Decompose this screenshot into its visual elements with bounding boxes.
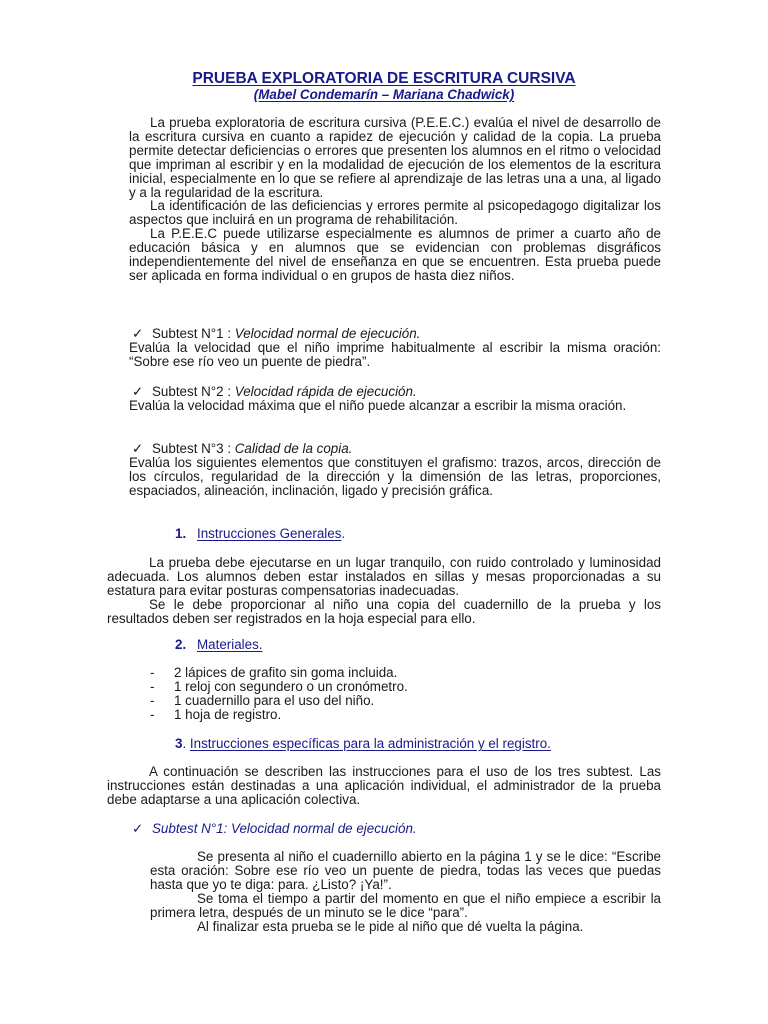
subtest-label: Subtest N°2 : xyxy=(152,384,235,399)
intro-paragraph-1: La prueba exploratoria de escritura cursiva (P.E.E.C.) evalúa el nivel de desarrollo de la escritura cursiva en cuanto a rapidez de ejecución y calidad de la copia. La prueba permite detectar deficiencias o errores que presenten los alumnos en el ritmo o velocidad que impriman al escribir y en la modalidad de ejecución de los elementos de la escritura inicial, especialmente en lo que se refiere al aprendizaje de las letras una a una, al ligado y a la regularidad de la escritura. xyxy=(129,115,661,200)
section-3-body xyxy=(107,765,661,807)
section-number: 2. xyxy=(175,637,187,652)
subtest-1-summary xyxy=(129,327,661,369)
checkmark-icon: ✓ xyxy=(132,326,144,341)
subtest-name: Velocidad rápida de ejecución. xyxy=(234,384,417,399)
section-number: 3 xyxy=(175,736,183,751)
list-item: - 1 cuadernillo para el uso del niño. xyxy=(150,692,375,708)
intro-paragraph-3: La P.E.E.C puede utilizarse especialmente es alumnos de primer a cuarto año de educación básica y en alumnos que se evidencian con problemas disgráficos independientemente del nivel de enseñanza en que se encuentren. Esta prueba puede ser aplicada en forma individual o en grupos de hasta diez niños. xyxy=(129,226,661,283)
section-number: 1. xyxy=(175,526,187,541)
section-1-paragraph-2: Se le debe proporcionar al niño una copia del cuadernillo de la prueba y los resultados deben ser registrados en la hoja especial para ello. xyxy=(107,596,661,626)
subtest-description: Evalúa la velocidad máxima que el niño puede alcanzar a escribir la misma oración. xyxy=(129,397,627,413)
subtest-1-detail-paragraph-1: Se presenta al niño el cuadernillo abierto en la página 1 y se le dice: “Escribe esta oración: Sobre ese río veo un puente de piedra, todas las veces que puedas hasta que yo te diga: para. ¿Listo? ¡Ya!”. xyxy=(150,849,661,892)
checkmark-icon: ✓ xyxy=(132,441,144,456)
subtest-1-detail-heading: ✓ Subtest N°1: Velocidad normal de ejecución. xyxy=(132,821,417,836)
section-3-paragraph: A continuación se describen las instrucciones para el uso de los tres subtest. Las instrucciones están destinadas a una aplicación individual, el administrador de la prueba debe adaptarse a una aplicación colectiva. xyxy=(107,764,661,807)
intro-section xyxy=(129,116,661,283)
list-item: - 1 reloj con segundero o un cronómetro. xyxy=(150,678,408,694)
checkmark-icon: ✓ xyxy=(132,821,144,836)
subtest-label: Subtest N°1 : xyxy=(152,326,235,341)
section-2-heading xyxy=(175,638,263,652)
section-1-body xyxy=(107,556,661,626)
section-1-heading: 1. Instrucciones Generales. xyxy=(175,526,346,541)
subtest-name: Calidad de la copia. xyxy=(234,441,353,456)
materials-list xyxy=(150,666,550,722)
list-item: - 2 lápices de grafito sin goma incluida. xyxy=(150,665,398,680)
checkmark-icon: ✓ xyxy=(132,384,144,399)
section-1-paragraph-1: La prueba debe ejecutarse en un lugar tranquilo, con ruido controlado y luminosidad adecuada. Los alumnos deben estar instalados en sillas y mesas proporcionadas a su estatura para evitar posturas compensatorias inadecuadas. xyxy=(107,555,661,598)
subtest-3-summary xyxy=(129,442,661,498)
subtest-label: Subtest N°3 : xyxy=(152,441,235,456)
section-1-link[interactable]: Instrucciones Generales xyxy=(197,526,342,541)
subtest-description: Evalúa los siguientes elementos que constituyen el grafismo: trazos, arcos, dirección de los círculos, regularidad de la dirección y la dimensión de las letras, proporciones, espaciados, alineación, inclinación, ligado y precisión gráfica. xyxy=(129,454,661,498)
list-item: - 1 hoja de registro. xyxy=(150,706,282,722)
subtest-name: Velocidad normal de ejecución. xyxy=(234,326,421,341)
subtest-description: Evalúa la velocidad que el niño imprime habitualmente al escribir la misma oración: “Sobre ese río veo un puente de piedra”. xyxy=(129,339,661,369)
document-title: PRUEBA EXPLORATORIA DE ESCRITURA CURSIVA xyxy=(192,70,576,87)
section-3-heading: 3. Instrucciones específicas para la administración y el registro. xyxy=(175,736,551,751)
section-2-link[interactable]: Materiales. xyxy=(197,637,263,652)
section-3-link[interactable]: Instrucciones específicas para la administración y el registro. xyxy=(189,736,551,751)
subtest-1-detail-paragraph-3: Al finalizar esta prueba se le pide al niño que dé vuelta la página. xyxy=(197,918,584,934)
subtest-1-detail-paragraph-2: Se toma el tiempo a partir del momento en que el niño empiece a escribir la primera letra, después de un minuto se le dice “para”. xyxy=(150,890,661,920)
intro-paragraph-2: La identificación de las deficiencias y errores permite al psicopedagogo digitalizar los aspectos que incluirá en un programa de rehabilitación. xyxy=(129,198,661,228)
subtest-2-summary xyxy=(129,385,661,413)
subtest-1-detail-body xyxy=(150,850,661,933)
document-authors: (Mabel Condemarín – Mariana Chadwick) xyxy=(253,87,515,102)
